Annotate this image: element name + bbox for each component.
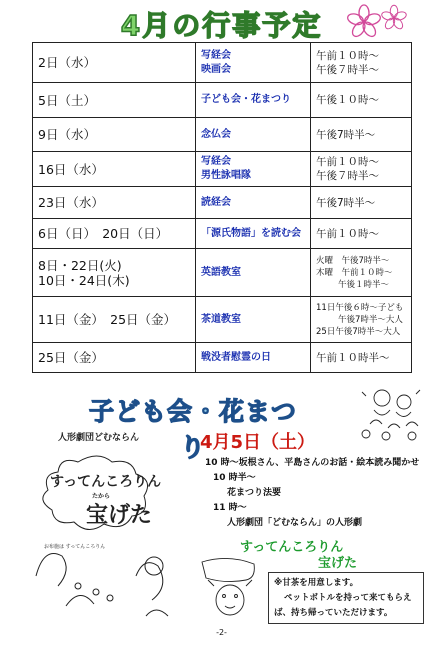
puppet-show-poster (26, 426, 194, 626)
event-date-heading: 4月5日（土） (200, 432, 316, 453)
date-cell: 11日（金） 25日（金） (33, 297, 196, 343)
poster-title-line1: すってんころりん (50, 474, 162, 490)
date-cell: 9日（水） (33, 118, 196, 152)
notice-box (268, 572, 424, 624)
date-cell: 23日（水） (33, 187, 196, 219)
poster-title-line2: 宝げた (86, 503, 153, 528)
notice-line: ば、持ち帰っていただけます。 (274, 608, 393, 618)
event-cell: 茶道教室 (196, 297, 311, 343)
time-cell: 午前１０時～ 午後７時半～ (311, 152, 412, 187)
cherry-blossom-icon (344, 2, 414, 42)
time-cell: 午後7時半～ (311, 187, 412, 219)
date-cell: 2日（水） (33, 43, 196, 83)
date-cell: 16日（水） (33, 152, 196, 187)
date-cell: 8日・22日(火) 10日・24日(木) (33, 249, 196, 297)
program-item: 人形劇団「どむならん」の人形劇 (227, 518, 363, 528)
table-row (33, 152, 412, 187)
table-row (33, 297, 412, 343)
event-cell: 子ども会・花まつり (196, 83, 311, 118)
time-cell: 午前１０時～ 午後７時半～ (311, 43, 412, 83)
table-row (33, 219, 412, 249)
table-row (33, 187, 412, 219)
schedule-table (32, 42, 412, 373)
table-row (33, 43, 412, 83)
table-row (33, 343, 412, 373)
event-cell: 「源氏物語」を読む会 (196, 219, 311, 249)
event-cell: 写経会 男性詠唱隊 (196, 152, 311, 187)
page-title: 4月の行事予定 (120, 9, 323, 42)
time-cell: 午前１０時～ (311, 219, 412, 249)
character-illustration (196, 556, 260, 622)
event-cell: 念仏会 (196, 118, 311, 152)
program-item: 10 時半～ (213, 473, 256, 483)
kodomo-kai-title: 子ども会・花まつり (88, 397, 297, 462)
story-title: すってんころりん (240, 540, 344, 555)
table-row (33, 249, 412, 297)
program-item: 花まつり法要 (227, 488, 282, 498)
time-cell: 午後7時半～ (311, 118, 412, 152)
event-cell: 写経会 映画会 (196, 43, 311, 83)
time-cell: 午後１０時～ (311, 83, 412, 118)
time-cell: 火曜 午後7時半～ 木曜 午前１０時～ 午後１時半～ (311, 249, 412, 297)
notice-line: ※甘茶を用意します。 (274, 578, 359, 588)
table-row (33, 118, 412, 152)
table-row (33, 83, 412, 118)
time-cell: 11日午後６時～子ども 午後7時半～大人 25日午後7時半～大人 (311, 297, 412, 343)
children-flowers-illustration (358, 384, 430, 442)
program-item: 10 時～坂根さん、平島さんのお話・絵本読み聞かせ (205, 458, 420, 468)
date-cell: 25日（金） (33, 343, 196, 373)
event-cell: 英語教室 (196, 249, 311, 297)
time-cell: 午前１０時半～ (311, 343, 412, 373)
poster-troupe: 人形劇団どむならん (58, 433, 140, 443)
event-cell: 読経会 (196, 187, 311, 219)
poster-balloon: お布施は すってんころりん (44, 544, 106, 550)
notice-line: ペットボトルを持って来てもらえ (284, 593, 412, 603)
story-title-sub: 宝げた (318, 556, 358, 571)
program-item: 11 時～ (213, 503, 247, 513)
poster-title-reading: たから (92, 493, 111, 500)
event-cell: 戦没者慰霊の日 (196, 343, 311, 373)
program-list (205, 456, 419, 531)
page-number: -2- (216, 628, 227, 637)
date-cell: 5日（土） (33, 83, 196, 118)
date-cell: 6日（日） 20日（日） (33, 219, 196, 249)
